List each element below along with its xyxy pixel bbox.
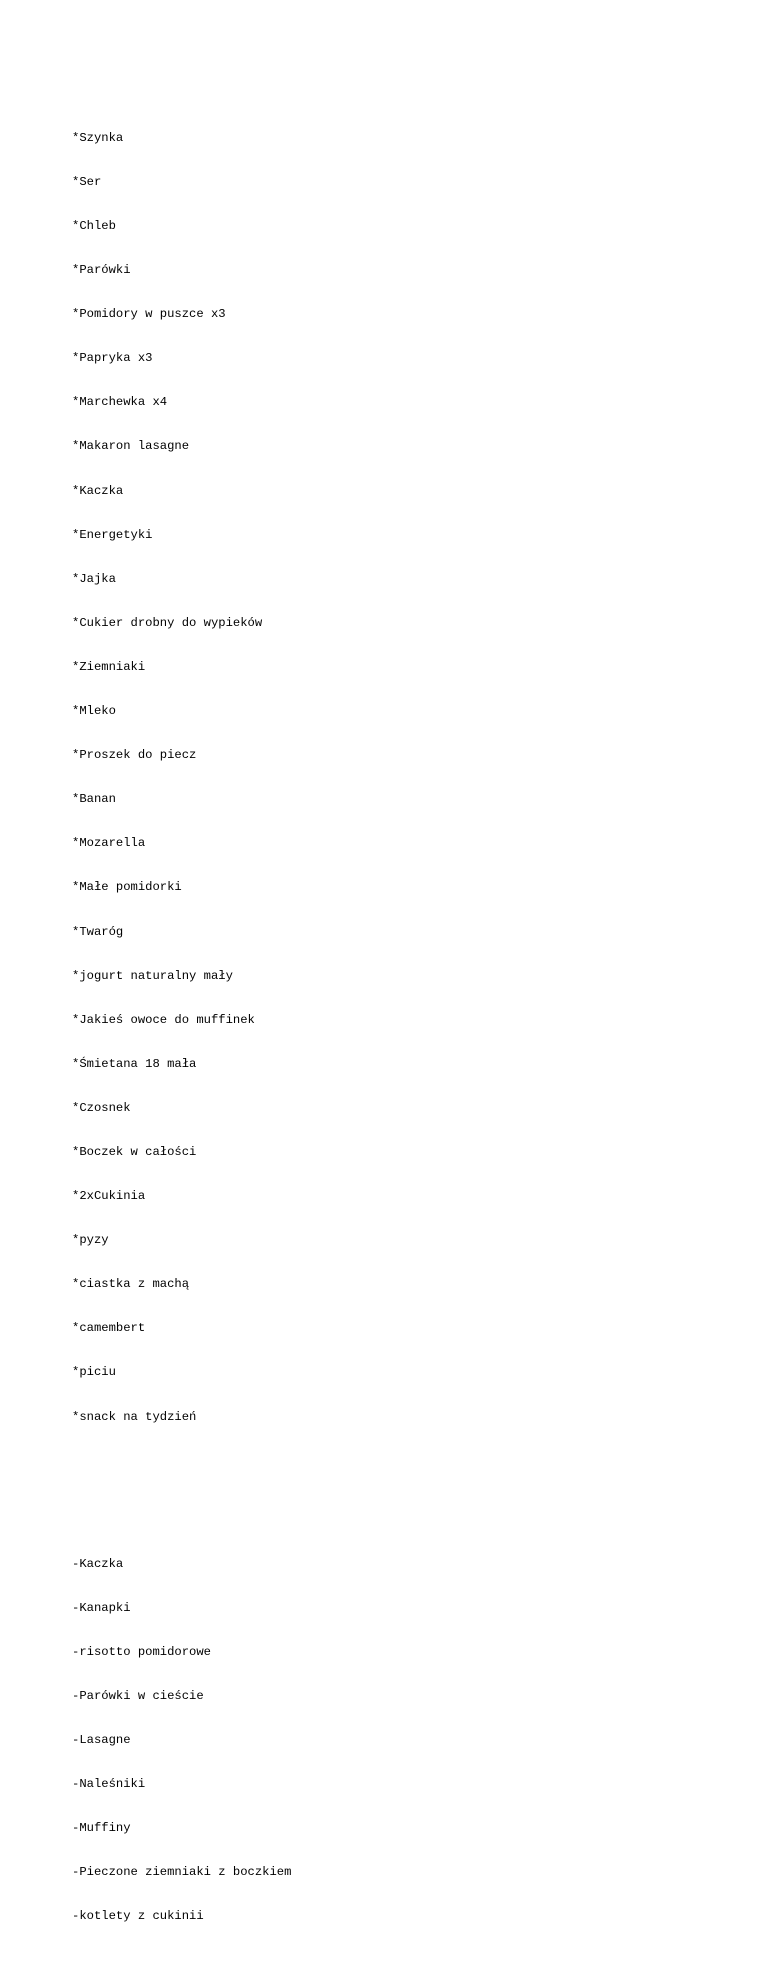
list-item: *Chleb bbox=[72, 219, 116, 233]
list-item: *snack na tydzień bbox=[72, 1409, 197, 1424]
list-item: *Proszek do piecz bbox=[72, 748, 197, 763]
list-item: *Cukier drobny do wypieków bbox=[72, 615, 263, 630]
list-item: *Ser bbox=[72, 174, 102, 189]
shopping-list bbox=[72, 101, 291, 1453]
list-item: *Ziemniaki bbox=[72, 659, 146, 674]
list-item: *Makaron lasagne bbox=[72, 439, 190, 454]
document-text bbox=[72, 72, 291, 1983]
list-item: *Śmietana 18 mała bbox=[72, 1056, 197, 1071]
list-item: -Naleśniki bbox=[72, 1777, 146, 1791]
list-item: -Parówki w cieście bbox=[72, 1688, 204, 1703]
list-item: *Banan bbox=[72, 792, 116, 807]
list-item: *Marchewka x4 bbox=[72, 395, 168, 410]
list-item: *piciu bbox=[72, 1365, 116, 1380]
list-item: *camembert bbox=[72, 1321, 146, 1336]
list-item: -kotlety z cukinii bbox=[72, 1909, 204, 1924]
list-item: -Kaczka bbox=[72, 1556, 124, 1571]
list-item: -Lasagne bbox=[72, 1732, 131, 1747]
list-item: *Energetyki bbox=[72, 527, 153, 542]
list-item: *Jajka bbox=[72, 571, 116, 586]
list-item: -Pieczone ziemniaki z boczkiem bbox=[72, 1865, 292, 1880]
list-item: -risotto pomidorowe bbox=[72, 1644, 211, 1659]
list-item: *Pomidory w puszce x3 bbox=[72, 307, 226, 322]
list-item: -Kanapki bbox=[72, 1600, 131, 1615]
list-item: *Boczek w całości bbox=[72, 1144, 197, 1159]
list-item: *Mleko bbox=[72, 704, 116, 719]
list-item: *jogurt naturalny mały bbox=[72, 968, 233, 983]
list-item: *Szynka bbox=[72, 130, 124, 145]
list-item: *Jakieś owoce do muffinek bbox=[72, 1012, 255, 1027]
list-item: *pyzy bbox=[72, 1233, 109, 1248]
list-item: *ciastka z machą bbox=[72, 1277, 190, 1292]
list-item: *Twaróg bbox=[72, 924, 124, 939]
meal-list bbox=[72, 1527, 291, 1953]
list-item: *Kaczka bbox=[72, 483, 124, 498]
list-item: *Mozarella bbox=[72, 836, 146, 851]
list-item: -Muffiny bbox=[72, 1821, 131, 1836]
blank-line bbox=[72, 1483, 291, 1498]
list-item: *Czosnek bbox=[72, 1100, 131, 1115]
list-item: *2xCukinia bbox=[72, 1189, 146, 1204]
list-item: *Małe pomidorki bbox=[72, 880, 182, 895]
list-item: *Parówki bbox=[72, 263, 131, 278]
list-item: *Papryka x3 bbox=[72, 351, 153, 366]
